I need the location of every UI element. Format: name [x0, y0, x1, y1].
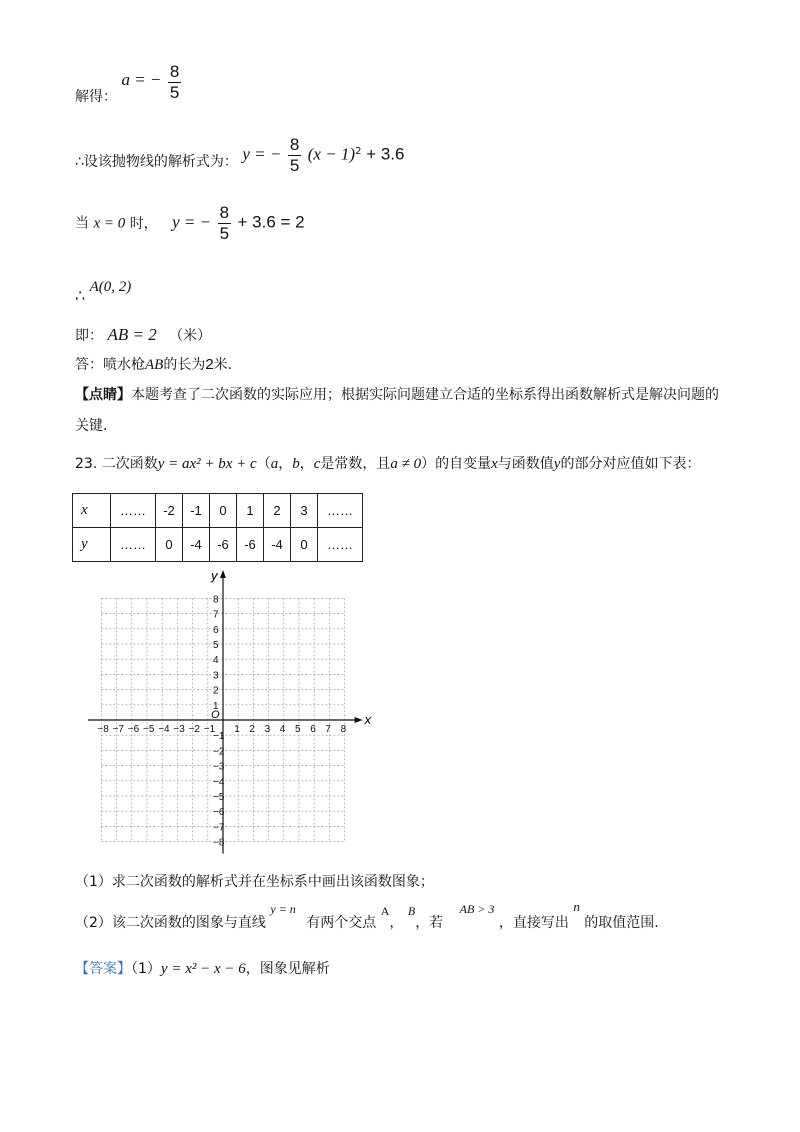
x-tick-label: −1 [203, 724, 216, 735]
paren-open: （ [256, 456, 271, 472]
table-cell: 1 [237, 494, 264, 528]
when-label: 当 [75, 215, 89, 232]
y-axis-arrow [220, 570, 226, 578]
parabola-lhs: y = − [242, 144, 282, 164]
solve-equation: a = − [121, 69, 162, 89]
rest-text-3: 的部分对应值如下表： [560, 456, 701, 472]
table-cell: …… [318, 528, 363, 562]
table-cell: -4 [264, 528, 291, 562]
parabola-tail: + 3.6 [361, 144, 405, 164]
comma: ， [299, 456, 314, 472]
comma: ， [389, 915, 404, 931]
x-tick-label: −8 [97, 724, 109, 735]
y-tick-label: 2 [213, 685, 219, 697]
problem-number: 23. [75, 456, 98, 472]
table-cell: 3 [291, 494, 318, 528]
const-text: 是常数，且 [320, 456, 391, 472]
answer-statement-prefix: 答：喷水枪 [75, 357, 145, 373]
line-equation: y = n [270, 902, 296, 916]
answer-statement-mid: 的长为 [163, 357, 206, 373]
x-tick-label: 6 [310, 724, 316, 735]
y-tick-label: −3 [213, 761, 225, 773]
var-y: y [553, 456, 561, 472]
table-row-y [73, 528, 363, 562]
y-tick-label: 6 [213, 624, 219, 636]
solve-fraction [168, 62, 181, 103]
table-cell: 0 [210, 494, 237, 528]
rest-text-1: 的自变量 [435, 456, 492, 472]
fraction-denominator: 5 [219, 224, 230, 243]
question-2-if: ，若 [415, 915, 444, 931]
ab-equation: AB = 2 [107, 325, 157, 344]
y-tick-label: 1 [213, 700, 219, 712]
table-cell: -1 [183, 494, 210, 528]
x-tick-label: −3 [173, 724, 185, 735]
var-x: x [491, 456, 498, 472]
var-a: a [270, 456, 279, 472]
point-b-label: B [407, 904, 416, 918]
table-cell: …… [111, 494, 156, 528]
y-tick-label: −1 [213, 731, 225, 743]
point-a: A(0, 2) [89, 279, 132, 295]
parabola-exponent: 2 [355, 145, 362, 157]
when-suffix: 时， [129, 215, 158, 232]
when-line [75, 203, 305, 247]
y-tick-label: 4 [213, 655, 219, 667]
table-cell: -4 [183, 528, 210, 562]
answer-line [75, 960, 330, 978]
x-tick-label: −5 [143, 724, 155, 735]
paren-close: ） [421, 456, 436, 472]
x-tick-label: 3 [264, 724, 271, 735]
var-c: c [313, 456, 321, 472]
rest-text-2: 与函数值 [497, 456, 554, 472]
fraction-denominator: 5 [289, 156, 300, 175]
answer-statement-value: 2 [205, 356, 214, 373]
origin-label: O [211, 709, 220, 721]
comment-line-1 [75, 386, 719, 404]
question-2-tail: ，直接写出 [498, 915, 569, 931]
parabola-line [75, 135, 404, 179]
y-axis-label: y [211, 568, 218, 583]
table-header-x: x [73, 494, 111, 528]
table-cell: -6 [237, 528, 264, 562]
when-rest: + 3.6 = 2 [237, 212, 305, 232]
y-tick-label: −4 [213, 776, 225, 788]
question-2-mid: 有两个交点 [306, 915, 377, 931]
table-cell: 0 [156, 528, 183, 562]
table-cell: 0 [291, 528, 318, 562]
table-cell: -2 [156, 494, 183, 528]
question-2 [75, 899, 659, 932]
question-2-end: 的取值范围. [584, 915, 659, 931]
answer-statement-suffix: 米. [213, 357, 233, 373]
x-tick-label: 1 [234, 724, 240, 735]
table-cell: …… [318, 494, 363, 528]
solve-label: 解得： [75, 88, 117, 105]
table-header-y: y [73, 528, 111, 562]
coordinate-grid [80, 568, 380, 860]
var-n: n [573, 899, 580, 914]
ab-unit: （米） [169, 328, 212, 344]
x-tick-label: −2 [188, 724, 201, 735]
ab-condition: AB > 3 [459, 902, 495, 916]
x-axis-label: x [364, 712, 372, 727]
x-tick-label: 5 [295, 724, 301, 735]
comma: ， [278, 456, 293, 472]
comment-text-1: 本题考查了二次函数的实际应用；根据实际问题建立合适的坐标系得出函数解析式是解决问题的 [131, 387, 719, 403]
ab-prefix: 即： [75, 328, 103, 344]
comment-line-2 [75, 417, 107, 435]
point-a-label: A [380, 904, 390, 918]
y-tick-label: 5 [213, 640, 219, 651]
point-a-line [75, 277, 131, 307]
fraction-numerator: 8 [219, 203, 230, 222]
ab-line [75, 326, 211, 345]
fraction-numerator: 8 [289, 135, 300, 154]
question-1-text: （1）求二次函数的解析式并在坐标系中画出该函数图象； [75, 874, 434, 890]
answer-label: 【答案】 [75, 961, 131, 977]
x-tick-label: 4 [279, 724, 286, 735]
fraction-numerator: 8 [169, 62, 180, 81]
solve-line [75, 62, 183, 106]
answer-statement [75, 356, 232, 374]
answer-part: （1） [131, 961, 161, 977]
parabola-text: ∴设该抛物线的解析式为： [75, 153, 238, 170]
y-tick-label: −7 [213, 822, 225, 834]
y-tick-label: 3 [213, 670, 219, 682]
value-table [72, 493, 363, 562]
question-1 [75, 873, 434, 891]
problem-intro: 二次函数 [101, 456, 158, 472]
fraction-denominator: 5 [169, 83, 180, 102]
comment-text-2: 关键. [75, 418, 108, 434]
question-2-prefix: （2）该二次函数的图象与直线 [75, 915, 266, 931]
table-cell: …… [111, 528, 156, 562]
when-lhs: y = − [172, 212, 212, 232]
parabola-fraction [288, 135, 301, 176]
answer-statement-ab: AB [145, 357, 164, 373]
function-formula: y = ax² + bx + c [157, 456, 257, 472]
answer-formula: y = x² − x − 6 [160, 961, 246, 977]
table-row-x [73, 494, 363, 528]
x-tick-label: 7 [325, 724, 331, 735]
y-tick-label: −8 [213, 837, 225, 849]
when-fraction [218, 203, 231, 244]
table-cell: -6 [210, 528, 237, 562]
x-tick-label: 8 [340, 724, 347, 735]
x-tick-label: −7 [112, 724, 125, 735]
answer-suffix: ，图象见解析 [245, 961, 330, 977]
condition: a ≠ 0 [390, 456, 422, 472]
table-cell: 2 [264, 494, 291, 528]
parabola-rest: (x − 1) [307, 144, 356, 164]
y-tick-label: 7 [213, 609, 219, 621]
y-tick-label: −5 [213, 792, 225, 803]
therefore-symbol: ∴ [75, 286, 86, 305]
comment-label: 【点睛】 [75, 387, 131, 403]
x-tick-label: 2 [249, 724, 255, 735]
y-tick-label: −6 [213, 807, 225, 819]
y-tick-label: −2 [213, 746, 225, 758]
x-tick-label: −4 [158, 724, 170, 735]
problem-23-statement [75, 455, 700, 473]
y-tick-label: 8 [213, 594, 219, 606]
when-condition: x = 0 [93, 215, 126, 232]
var-b: b [292, 456, 300, 472]
x-axis-arrow [355, 717, 363, 723]
x-tick-label: −6 [127, 724, 140, 735]
